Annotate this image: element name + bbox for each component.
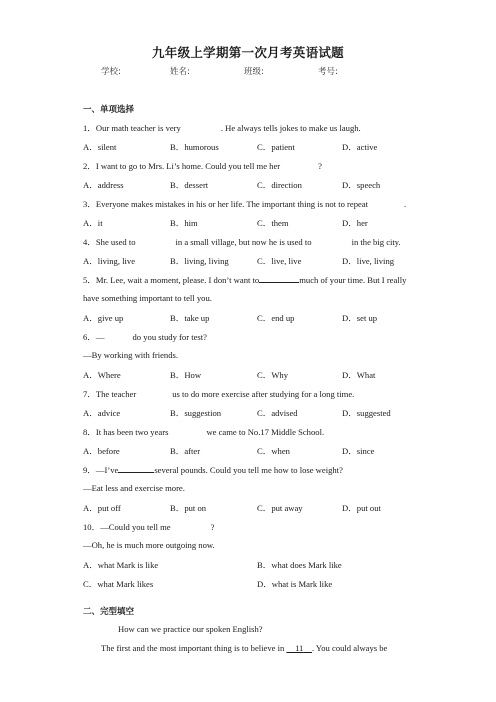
option-b[interactable]: B．How (170, 370, 202, 380)
option-b[interactable]: B．living, living (170, 256, 229, 266)
question-8-stem-end: we came to No.17 Middle School. (206, 427, 325, 437)
option-b[interactable]: B．suggestion (170, 408, 222, 418)
question-4 (83, 236, 401, 248)
option-b[interactable]: B．him (170, 218, 198, 228)
question-10-stem: 10．—Could you tell me (83, 522, 171, 532)
option-c[interactable]: C．live, live (257, 256, 302, 266)
question-4-stem-end: in the big city. (351, 237, 401, 247)
option-d[interactable]: D．live, living (342, 256, 395, 266)
cloze-number: 11 (295, 643, 304, 653)
question-5 (83, 274, 406, 286)
cloze-blank-11[interactable] (286, 643, 311, 653)
question-1-stem-end: . He always tells jokes to make us laugh. (220, 123, 361, 133)
section-heading-cloze: 二、完型填空 (83, 607, 135, 617)
option-b[interactable]: B．humorous (170, 142, 219, 152)
option-b[interactable]: B．put on (170, 503, 207, 513)
option-c[interactable]: C．direction (257, 180, 302, 190)
question-5-stem-end: much of your time. But I really (299, 275, 407, 285)
passage-text-end: . You could always be (311, 643, 388, 653)
option-c[interactable]: C．what Mark likes (83, 579, 154, 589)
question-10-stem-end: ? (210, 522, 215, 532)
option-a[interactable]: A．what Mark is like (83, 560, 159, 570)
question-3-stem-end: . (404, 199, 407, 209)
option-d[interactable]: D．put out (342, 503, 381, 513)
answer-blank (118, 464, 154, 473)
option-a[interactable]: A．living, live (83, 256, 136, 266)
option-c[interactable]: C．patient (257, 142, 295, 152)
option-d[interactable]: D．since (342, 446, 375, 456)
name-label: 姓名: (170, 67, 190, 77)
passage-heading: How can we practice our spoken English? (118, 624, 263, 634)
option-c[interactable]: C．advised (257, 408, 298, 418)
passage-text: The first and the most important thing is to believe in (101, 643, 285, 653)
option-a[interactable]: A．give up (83, 313, 124, 323)
passage-line-1 (101, 643, 387, 653)
question-7-stem-end: us to do more exercise after studying for a long time. (172, 389, 355, 399)
option-d[interactable]: D．active (342, 142, 378, 152)
option-a[interactable]: A．advice (83, 408, 121, 418)
question-9 (83, 464, 343, 476)
question-10-answer: —Oh, he is much more outgoing now. (83, 540, 215, 550)
question-6-stem: 6．— (83, 332, 105, 342)
option-a[interactable]: A．it (83, 218, 103, 228)
option-a[interactable]: A．put off (83, 503, 121, 513)
option-d[interactable]: D．What (342, 370, 376, 380)
option-b[interactable]: B．dessert (170, 180, 209, 190)
question-3-stem: 3．Everyone makes mistakes in his or her life. The important thing is not to repeat (83, 199, 369, 209)
question-2 (83, 160, 322, 172)
option-b[interactable]: B．after (170, 446, 201, 456)
question-4-stem-mid: in a small village, but now he is used to (175, 237, 312, 247)
question-6-stem-end: do you study for test? (132, 332, 207, 342)
question-1 (83, 122, 361, 134)
question-6 (83, 331, 207, 343)
option-b[interactable]: B．take up (170, 313, 210, 323)
school-label: 学校: (101, 67, 121, 77)
option-a[interactable]: A．before (83, 446, 120, 456)
option-c[interactable]: C．Why (257, 370, 289, 380)
option-c[interactable]: C．when (257, 446, 290, 456)
option-c[interactable]: C．put away (257, 503, 303, 513)
option-d[interactable]: D．suggested (342, 408, 391, 418)
page-title: 九年级上学期第一次月考英语试题 (151, 45, 344, 60)
option-c[interactable]: C．them (257, 218, 289, 228)
question-10 (83, 521, 214, 533)
option-c[interactable]: C．end up (257, 313, 295, 323)
answer-blank (259, 274, 299, 283)
option-b[interactable]: B．what does Mark like (257, 560, 342, 570)
option-d[interactable]: D．what is Mark like (257, 579, 333, 589)
question-5-continued: have something important to tell you. (83, 293, 212, 303)
class-label: 班级: (244, 67, 264, 77)
question-5-stem: 5．Mr. Lee, wait a moment, please. I don’t want to (83, 275, 260, 285)
question-3 (83, 198, 406, 210)
option-d[interactable]: D．speech (342, 180, 381, 190)
number-label: 考号: (318, 67, 338, 77)
question-7 (83, 388, 354, 400)
question-9-stem-end: several pounds. Could you tell me how to lose weight? (154, 465, 343, 475)
option-a[interactable]: A．silent (83, 142, 117, 152)
question-2-stem-end: ? (318, 161, 322, 171)
option-a[interactable]: A．address (83, 180, 124, 190)
option-d[interactable]: D．her (342, 218, 368, 228)
option-a[interactable]: A．Where (83, 370, 121, 380)
question-9-answer: —Eat less and exercise more. (83, 483, 185, 493)
question-8-stem: 8．It has been two years (83, 427, 169, 437)
question-4-stem: 4．She used to (83, 237, 136, 247)
question-6-answer: —By working with friends. (83, 350, 179, 360)
question-9-stem: 9．—I’ve (83, 465, 119, 475)
option-d[interactable]: D．set up (342, 313, 378, 323)
question-7-stem: 7．The teacher (83, 389, 137, 399)
question-8 (83, 426, 324, 438)
question-1-stem: 1．Our math teacher is very (83, 123, 181, 133)
section-heading-single-choice: 一、单项选择 (83, 105, 135, 115)
question-2-stem: 2．I want to go to Mrs. Li’s home. Could you tell me her (83, 161, 281, 171)
